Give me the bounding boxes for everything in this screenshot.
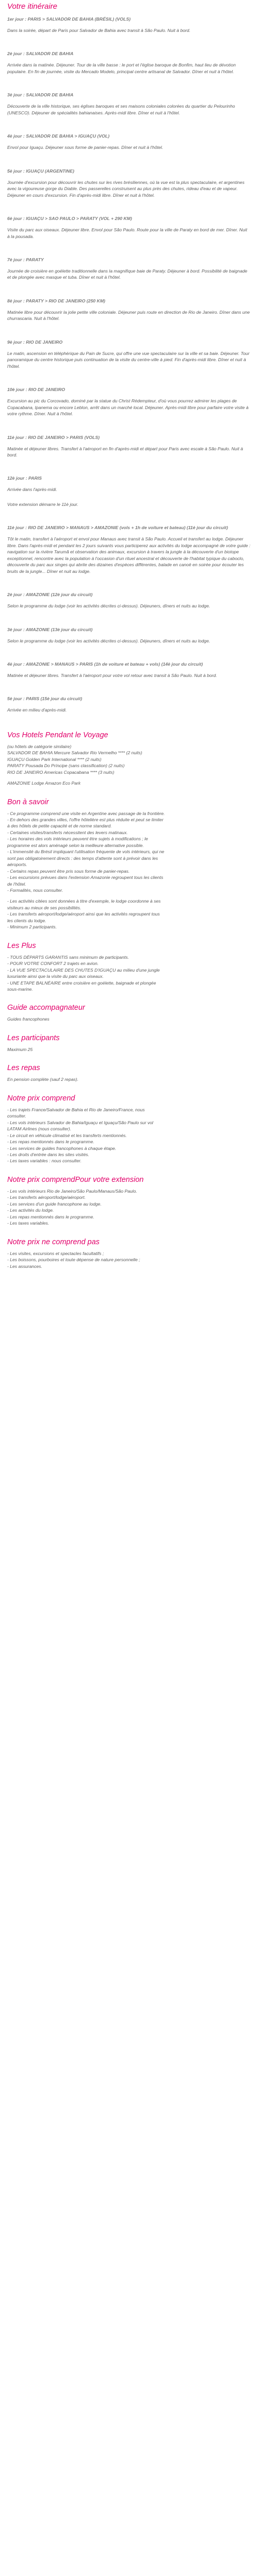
bon-line: - L'immensité du Brésil impliquant l'utilisation fréquente de vols intérieurs, qui ne bbox=[7, 849, 165, 855]
day-entry bbox=[7, 16, 251, 33]
comprend-line: - Les vols intérieurs Salvador de Bahia/Iguaçu et Iguaçu/São Paulo sur vol bbox=[7, 1120, 153, 1125]
repas-content bbox=[7, 1076, 251, 1082]
day-description: Votre extension démarre le 11è jour. bbox=[7, 501, 78, 507]
day-description: Selon le programme du lodge (voir les activités décrites ci-dessus). Déjeuners, dîners et nuits au lodge. bbox=[7, 638, 211, 643]
bon-line: - Ce programme comprend une visite en Argentine avec passage de la frontière. bbox=[7, 810, 165, 816]
day-entry bbox=[7, 92, 251, 116]
day-entry bbox=[7, 476, 251, 507]
day-title: 2è jour : SALVADOR DE BAHIA bbox=[7, 51, 74, 57]
bon-line: - Les transferts aéroport/lodge/aéroport ainsi que les activités regroupent tous bbox=[7, 911, 160, 917]
hotels-line: RIO DE JANEIRO Americas Copacabana **** (3 nuits) bbox=[7, 769, 115, 775]
bon-line: - Formalités, nous consulter. bbox=[7, 888, 63, 893]
hotels-heading: Vos Hotels Pendant le Voyage bbox=[7, 731, 108, 739]
bon-line: programme est alors aménagé selon la meilleure alternative possible. bbox=[7, 842, 144, 848]
day-description: Arrivée en milieu d'après-midi. bbox=[7, 707, 67, 713]
day-description: Matinée et déjeuner libres. Transfert à l'aéroport en fin d'après-midi et départ pour Paris avec escale à São Paulo. Nuit à bord. bbox=[7, 446, 243, 457]
hotels-line: AMAZONIE Lodge Amazon Eco Park bbox=[7, 781, 81, 786]
day-title: 2è jour : AMAZONIE (12è jour du circuit) bbox=[7, 592, 93, 598]
comprend-heading: Notre prix comprend bbox=[7, 1094, 75, 1103]
bon-line: visiteurs au mieux de ses possibilités. bbox=[7, 905, 82, 910]
day-entry bbox=[7, 525, 251, 574]
ne_comprend-heading: Notre prix ne comprend pas bbox=[7, 1238, 100, 1246]
bon-content bbox=[7, 810, 251, 930]
bon-line: les clients du lodge. bbox=[7, 918, 46, 923]
comprend_ext-heading: Notre prix comprendPour votre extension bbox=[7, 1175, 144, 1184]
repas-heading: Les repas bbox=[7, 1064, 40, 1073]
day-title: 10è jour : RIO DE JANEIRO bbox=[7, 387, 65, 393]
day-description: Envol pour Iguaçu. Déjeuner sous forme de panier-repas. Dîner et nuit à l'hôtel. bbox=[7, 145, 163, 150]
bon-line: - Minimum 2 participants. bbox=[7, 924, 57, 930]
day-title: 3è jour : AMAZONIE (13è jour du circuit) bbox=[7, 626, 93, 632]
plus-content bbox=[7, 954, 251, 993]
participants-content bbox=[7, 1046, 251, 1053]
hotels-line bbox=[7, 775, 251, 780]
day-description: Tôt le matin, transfert à l'aéroport et envol pour Manaus avec transit à São Paulo. Accueil et transfert au lodge. Déjeuner libre. Dans l'après-midi et pendant les 2 jours suivants vous participerez aux activités du lodge accompagné de votre guide : navigation sur la rivière Tarumã et observation des animaux, excursion à travers la jungle à la découverte d'un biotope exceptionnel, rencontre avec la population à l'occasion d'un rituel ancestral et découverte de l'habitat typique du caboclo, découverte du parc aux singes qui abrite des dizaines d'espèces différentes, balade en canoë en soirée pour écouter les bruits de la jungle... Dîner et nuit au lodge. bbox=[7, 536, 251, 574]
comprend-line: - Le circuit en véhicule climatisé et les transferts mentionnés. bbox=[7, 1132, 127, 1138]
day-description: Le matin, ascension en téléphérique du Pain de Sucre, qui offre une vue spectaculaire sur la ville et sa baie. Déjeuner. Tour panoramique du centre historique puis continuation de la visite du centre-ville à pied. Fin d'après-midi libre. Dîner et nuit à l'hôtel. bbox=[7, 350, 250, 369]
info-sections bbox=[7, 731, 251, 1269]
bon-line: - Certaines visites/transferts nécessitent des levers matinaux. bbox=[7, 829, 128, 835]
bon-line: - Les excursions prévues dans l'extension Amazonie regroupent tous les clients bbox=[7, 875, 164, 880]
day-description: Découverte de la ville historique, ses églises baroques et ses maisons coloniales colorées du quartier du Pelourinho (UNESCO). Déjeuner de spécialités bahianaises. Après-midi libre. Dîner et nuit à l'hôtel. bbox=[7, 104, 235, 115]
comprend-line: - Les repas mentionnés dans le programme. bbox=[7, 1139, 94, 1145]
day-entry bbox=[7, 662, 251, 679]
hotels-line: (ou hôtels de catégorie similaire) bbox=[7, 743, 72, 749]
comprend-line: - Les services de guides francophones à chaque étape. bbox=[7, 1145, 117, 1151]
bon-line bbox=[7, 893, 251, 898]
day-description bbox=[7, 494, 251, 500]
day-title: 4è jour : AMAZONIE > MANAUS > PARIS (1h de voiture et bateau + vols) (14è jour du circuit) bbox=[7, 661, 203, 667]
day-title: 8è jour : PARATY > RIO DE JANEIRO (250 KM) bbox=[7, 298, 105, 303]
itinerary-days bbox=[7, 16, 251, 714]
day-entry bbox=[7, 435, 251, 459]
bon-heading: Bon à savoir bbox=[7, 798, 49, 806]
ne_comprend-line: - Les assurances. bbox=[7, 1263, 42, 1269]
comprend-line: - Les trajets France/Salvador de Bahia et Rio de Janeiro/France, nous bbox=[7, 1107, 145, 1112]
day-title: 3è jour : SALVADOR DE BAHIA bbox=[7, 92, 74, 98]
bon-line: - Les activités citées sont données à titre d'exemple, le lodge coordonne à ses bbox=[7, 899, 161, 904]
comprend_ext-line: - Les repas mentionnés dans le programme. bbox=[7, 1214, 94, 1219]
day-entry bbox=[7, 696, 251, 713]
day-entry bbox=[7, 133, 251, 150]
comprend_ext-line: - Les vols intérieurs Rio de Janeiro/São Paulo/Manaus/São Paulo. bbox=[7, 1188, 137, 1194]
plus-line: - TOUS DÉPARTS GARANTIS sans minimum de participants. bbox=[7, 954, 129, 960]
bon-line: à des hôtels de petite capacité et de norme standard. bbox=[7, 823, 112, 829]
day-title: 11è jour : RIO DE JANEIRO > MANAUS > AMAZONIE (vols + 1h de voiture et bateau) (11è jour du circuit) bbox=[7, 525, 228, 531]
comprend-line: - Les droits d'entrée dans les sites visités. bbox=[7, 1151, 89, 1157]
day-entry bbox=[7, 387, 251, 417]
comprend_ext-content bbox=[7, 1188, 251, 1227]
plus-line: - UNE ETAPE BALNÉAIRE entre croisière en goélette, baignade et plongée bbox=[7, 980, 156, 986]
day-entry bbox=[7, 216, 251, 240]
day-entry bbox=[7, 298, 251, 322]
comprend-line: LATAM Airlines (nous consulter). bbox=[7, 1126, 72, 1132]
day-entry bbox=[7, 168, 251, 198]
guide-line: Guides francophones bbox=[7, 1016, 50, 1022]
guide-heading: Guide accompagnateur bbox=[7, 1004, 85, 1012]
bon-line: aéroports. bbox=[7, 862, 27, 868]
day-title: 12è jour : PARIS bbox=[7, 476, 42, 481]
day-description: Arrivée dans la matinée. Déjeuner. Tour de la ville basse : le port et l'église baroque de Bonfim, haut lieu de dévotion populaire. En fin de journée, visite du Mercado Modelo, principal centre artisanal de Salvador. Dîner et nuit à l'hôtel. bbox=[7, 62, 236, 74]
itinerary-page bbox=[0, 2, 258, 1283]
day-entry bbox=[7, 257, 251, 281]
day-description: Excursion au pic du Corcovado, dominé par la statue du Christ Rédempteur, d'où vous pourrez admirer les plages de Copacabana, Ipanema ou encore Leblon, arrêt dans un marché local. Déjeuner. Après-midi libre pour parfaire votre visite à votre rythme. Dîner. Nuit à l'hôtel. bbox=[7, 398, 249, 417]
day-title: 7è jour : PARATY bbox=[7, 257, 44, 262]
plus-heading: Les Plus bbox=[7, 941, 36, 950]
day-entry bbox=[7, 627, 251, 644]
bon-line: - Les horaires des vols intérieurs peuvent être sujets à modifications ; le bbox=[7, 836, 148, 842]
hotels-content bbox=[7, 743, 251, 787]
bon-line: sont pas obligatoirement directs : des temps d'attente sont à prévoir dans les bbox=[7, 855, 158, 861]
plus-line: - POUR VOTRE CONFORT 2 trajets en avion. bbox=[7, 961, 99, 967]
plus-line: - LA VUE SPECTACULAIRE DES CHUTES D'IGUAÇU au milieu d'une jungle bbox=[7, 967, 160, 973]
day-entry bbox=[7, 592, 251, 609]
day-description: Arrivée dans l'après-midi. bbox=[7, 487, 57, 493]
day-description: Dans la soirée, départ de Paris pour Salvador de Bahia avec transit à São Paulo. Nuit à bord. bbox=[7, 28, 190, 33]
day-title: 5è jour : IGUAÇU (ARGENTINE) bbox=[7, 168, 74, 174]
day-title: 11è jour : RIO DE JANEIRO > PARIS (VOLS) bbox=[7, 434, 100, 440]
day-description: Matinée libre pour découvrir la jolie petite ville coloniale. Déjeuner puis route en direction de Rio de Janeiro. Dîner dans une churrascaria. Nuit à l'hôtel. bbox=[7, 309, 250, 321]
ne_comprend-line: - Les visites, excursions et spectacles facultatifs ; bbox=[7, 1250, 104, 1256]
comprend_ext-line: - Les taxes variables. bbox=[7, 1221, 50, 1226]
day-description: Matinée et déjeuner libres. Transfert à l'aéroport pour votre vol retour avec transit à São Paulo. Nuit à bord. bbox=[7, 672, 217, 678]
hotels-line: PARATY Pousada Do Príncipe (sans classification) (2 nuits) bbox=[7, 763, 125, 769]
page-title: Votre itinéraire bbox=[7, 2, 57, 11]
ne_comprend-line: - Les boissons, pourboires et toute dépense de nature personnelle ; bbox=[7, 1257, 140, 1263]
day-title: 1er jour : PARIS > SALVADOR DE BAHIA (BRÉSIL) (VOLS) bbox=[7, 16, 131, 22]
day-description: Journée de croisière en goélette traditionnelle dans la magnifique baie de Paraty. Déjeuner à bord. Possibilité de baignade et de plongée avec masque et tuba. Dîner et nuit à l'hôtel. bbox=[7, 268, 248, 280]
bon-line: de l'hôtel. bbox=[7, 881, 26, 887]
day-entry bbox=[7, 340, 251, 369]
comprend_ext-line: - Les transferts aéroport/lodge/aéroport. bbox=[7, 1195, 86, 1200]
comprend_ext-line: - Les services d'un guide francophone au lodge. bbox=[7, 1201, 102, 1207]
day-entry bbox=[7, 51, 251, 75]
day-description: Visite du parc aux oiseaux. Déjeuner libre. Envol pour São Paulo. Route pour la ville de Paraty en bord de mer. Dîner. Nuit à la pousada. bbox=[7, 227, 247, 239]
hotels-line: IGUAÇU Golden Park International **** (2 nuits) bbox=[7, 756, 102, 762]
day-description: Journée d'excursion pour découvrir les chutes sur les rives brésiliennes, où la vue est la plus spectaculaire, et argentines avec la vigoureuse gorge du Diable. Des passerelles construisent au plus près des chutes, rideau d'eau et de vapeur. Déjeuner en cours d'excursion. Fin d'après-midi libre. Dîner et nuit à l'hôtel. bbox=[7, 179, 245, 198]
ne_comprend-content bbox=[7, 1250, 251, 1269]
plus-line: luxuriante ainsi que la visite du parc aux oiseaux. bbox=[7, 974, 104, 979]
participants-heading: Les participants bbox=[7, 1033, 60, 1042]
day-title: 5è jour : PARIS (15è jour du circuit) bbox=[7, 696, 83, 702]
participants-line: Maximum 25 bbox=[7, 1046, 33, 1052]
plus-line: sous-marine. bbox=[7, 987, 33, 992]
day-title: 6è jour : IGUAÇU > SAO PAULO > PARATY (VOL + 290 KM) bbox=[7, 216, 132, 222]
repas-line: En pension complète (sauf 2 repas). bbox=[7, 1077, 79, 1082]
day-title: 9è jour : RIO DE JANEIRO bbox=[7, 339, 63, 345]
comprend-line: - Les taxes variables : nous consulter. bbox=[7, 1158, 82, 1164]
day-description: Selon le programme du lodge (voir les activités décrites ci-dessus). Déjeuners, dîners et nuits au lodge. bbox=[7, 603, 211, 609]
guide-content bbox=[7, 1016, 251, 1022]
hotels-line: SALVADOR DE BAHIA Mercure Salvador Rio Vermelho **** (2 nuits) bbox=[7, 750, 142, 756]
bon-line: - En dehors des grandes villes, l'offre hôtelière est plus réduite et peut se limiter bbox=[7, 817, 164, 823]
bon-line: - Certains repas peuvent être pris sous forme de panier-repas. bbox=[7, 868, 130, 874]
day-title: 4è jour : SALVADOR DE BAHIA > IGUAÇU (VOL) bbox=[7, 133, 110, 139]
comprend-line: consulter. bbox=[7, 1113, 26, 1119]
comprend_ext-line: - Les activités du lodge. bbox=[7, 1208, 54, 1213]
comprend-content bbox=[7, 1107, 251, 1164]
